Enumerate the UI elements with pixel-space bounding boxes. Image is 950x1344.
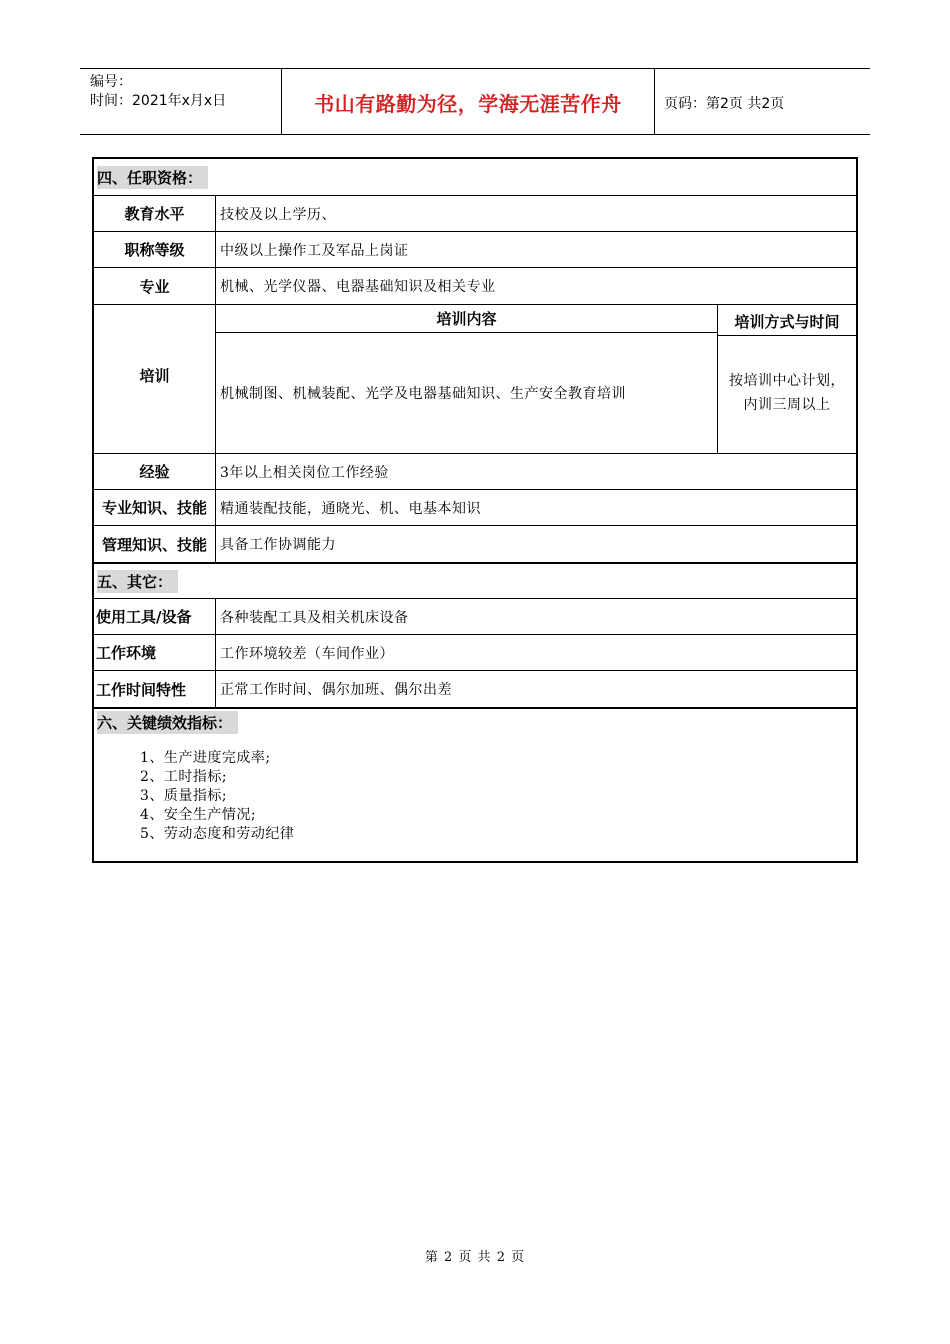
form-row-experience bbox=[94, 453, 856, 489]
training-content-header: 培训内容 bbox=[216, 305, 718, 333]
row-label: 工作时间特性 bbox=[94, 671, 216, 707]
header-meta bbox=[90, 73, 226, 111]
row-label: 职称等级 bbox=[94, 232, 216, 267]
section-title: 五、其它： bbox=[97, 570, 178, 593]
form-row-environment bbox=[94, 634, 856, 670]
row-value: 3年以上相关岗位工作经验 bbox=[220, 464, 389, 481]
section-title: 六、关键绩效指标： bbox=[97, 711, 238, 734]
row-value: 各种装配工具及相关机床设备 bbox=[220, 609, 409, 626]
header-motto: 书山有路勤为径，学海无涯苦作舟 bbox=[314, 91, 622, 116]
row-label: 经验 bbox=[94, 454, 216, 489]
list-item: 4、安全生产情况; bbox=[140, 807, 257, 823]
row-value: 工作环境较差（车间作业） bbox=[220, 645, 394, 662]
page-header bbox=[80, 68, 870, 135]
row-label: 管理知识、技能 bbox=[94, 526, 216, 562]
list-item: 5、劳动态度和劳动纪律 bbox=[140, 826, 295, 842]
row-label: 使用工具/设备 bbox=[94, 599, 216, 634]
training-method-header: 培训方式与时间 bbox=[718, 308, 856, 336]
list-item: 2、工时指标; bbox=[140, 769, 228, 785]
row-label: 教育水平 bbox=[94, 196, 216, 231]
form-row-major bbox=[94, 267, 856, 304]
form-row-training bbox=[94, 304, 856, 453]
row-label: 专业 bbox=[94, 268, 216, 304]
form-row-title-grade bbox=[94, 231, 856, 267]
section-title: 四、任职资格： bbox=[97, 166, 208, 189]
form-row-work-hours bbox=[94, 670, 856, 707]
form-row-professional-skills bbox=[94, 489, 856, 525]
training-method-line: 内训三周以上 bbox=[743, 397, 831, 413]
header-page-info: 页码：第2页 共2页 bbox=[664, 96, 785, 112]
header-divider bbox=[654, 69, 655, 134]
form-row-tools bbox=[94, 598, 856, 634]
training-method-line: 按培训中心计划， bbox=[729, 373, 845, 389]
row-value: 精通装配技能，通晓光、机、电基本知识 bbox=[220, 500, 481, 517]
section-header-other bbox=[94, 562, 856, 598]
section-header-qualifications bbox=[94, 159, 856, 195]
form-row-management-skills bbox=[94, 525, 856, 562]
row-label: 专业知识、技能 bbox=[94, 490, 216, 525]
row-value: 中级以上操作工及军品上岗证 bbox=[220, 242, 409, 259]
training-table bbox=[216, 305, 856, 453]
row-value: 技校及以上学历、 bbox=[220, 206, 336, 223]
kpi-list bbox=[140, 749, 294, 844]
list-item: 1、生产进度完成率; bbox=[140, 750, 271, 766]
form-row-education bbox=[94, 195, 856, 231]
row-label: 培训 bbox=[94, 305, 216, 453]
number-label: 编号： bbox=[90, 74, 132, 90]
row-label: 工作环境 bbox=[94, 635, 216, 670]
training-method bbox=[718, 333, 856, 453]
section-kpi bbox=[94, 707, 856, 861]
row-value: 机械、光学仪器、电器基础知识及相关专业 bbox=[220, 279, 496, 295]
row-value: 具备工作协调能力 bbox=[220, 537, 336, 553]
list-item: 3、质量指标; bbox=[140, 788, 228, 804]
job-qualification-form bbox=[92, 157, 858, 863]
training-content: 机械制图、机械装配、光学及电器基础知识、生产安全教育培训 bbox=[216, 333, 718, 453]
page-footer: 第 2 页 共 2 页 bbox=[424, 1250, 526, 1265]
time-label: 时间：2021年x月x日 bbox=[90, 93, 227, 109]
row-value: 正常工作时间、偶尔加班、偶尔出差 bbox=[220, 682, 452, 698]
